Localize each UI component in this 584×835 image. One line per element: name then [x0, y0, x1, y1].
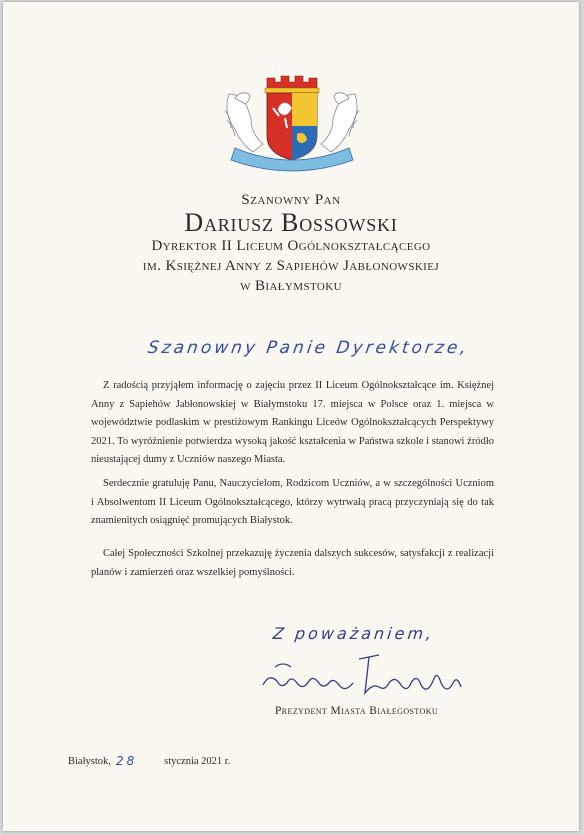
handwritten-salutation: Szanowny Panie Dyrektorze,	[146, 338, 471, 358]
right-griffin	[321, 93, 359, 152]
recipient-position-line-3: w Białymstoku	[240, 278, 342, 294]
date-month-year: stycznia 2021 r.	[164, 756, 231, 767]
recipient-name: Dariusz Bossowski	[184, 208, 398, 237]
handwritten-closing: Z poważaniem,	[272, 624, 436, 643]
letter-paragraph-3: Całej Społeczności Szkolnej przekazuję życzenia dalszych sukcesów, satysfakcji z realizacji planów i zamierzeń oraz wszelkiej pomyślności.	[91, 548, 494, 578]
signer-title: Prezydent Miasta Białegostoku	[275, 705, 439, 717]
letter-paragraph-1: Z radością przyjąłem informację o zajęciu przez II Liceum Ogólnokształcące im. Księżnej Anny z Sapiehów Jabłonowskiej w Białymstoku 17. miejsca w Polsce oraz 1. miejsca w województwie podlaskim w prestiżowym Rankingu Liceów Ogólnokształcących Perspektywy 2021. To wyróżnienie potwierdza wysoką jakość kształcenia w Państwa szkole i stanowi źródło nieustającej dumy z Uczniów naszego Miasta.	[91, 380, 494, 466]
recipient-position-line-2: im. Księżnej Anny z Sapiehów Jabłonowskiej	[142, 258, 440, 274]
bialystok-coat-of-arms-icon	[221, 74, 363, 174]
letter-paragraph-2: Serdecznie gratuluję Panu, Nauczycielom, Rodzicom Uczniów, a w szczególności Uczniom i Absolwentom II Liceum Ogólnokształcącego, którzy wytrwałą pracą przyczyniają się do tak znamienitych osiągnięć promujących Białystok.	[91, 478, 494, 527]
salutation-title: Szanowny Pan	[241, 192, 341, 208]
date-line	[68, 756, 230, 767]
letter-page	[3, 2, 579, 831]
left-griffin	[225, 93, 263, 152]
recipient-position-line-1: Dyrektor II Liceum Ogólnokształcącego	[151, 238, 431, 254]
shield	[267, 93, 317, 160]
crown	[265, 76, 319, 93]
date-place: Białystok,	[68, 756, 111, 767]
handwritten-signature	[261, 653, 471, 698]
handwritten-day: 28	[116, 754, 138, 768]
